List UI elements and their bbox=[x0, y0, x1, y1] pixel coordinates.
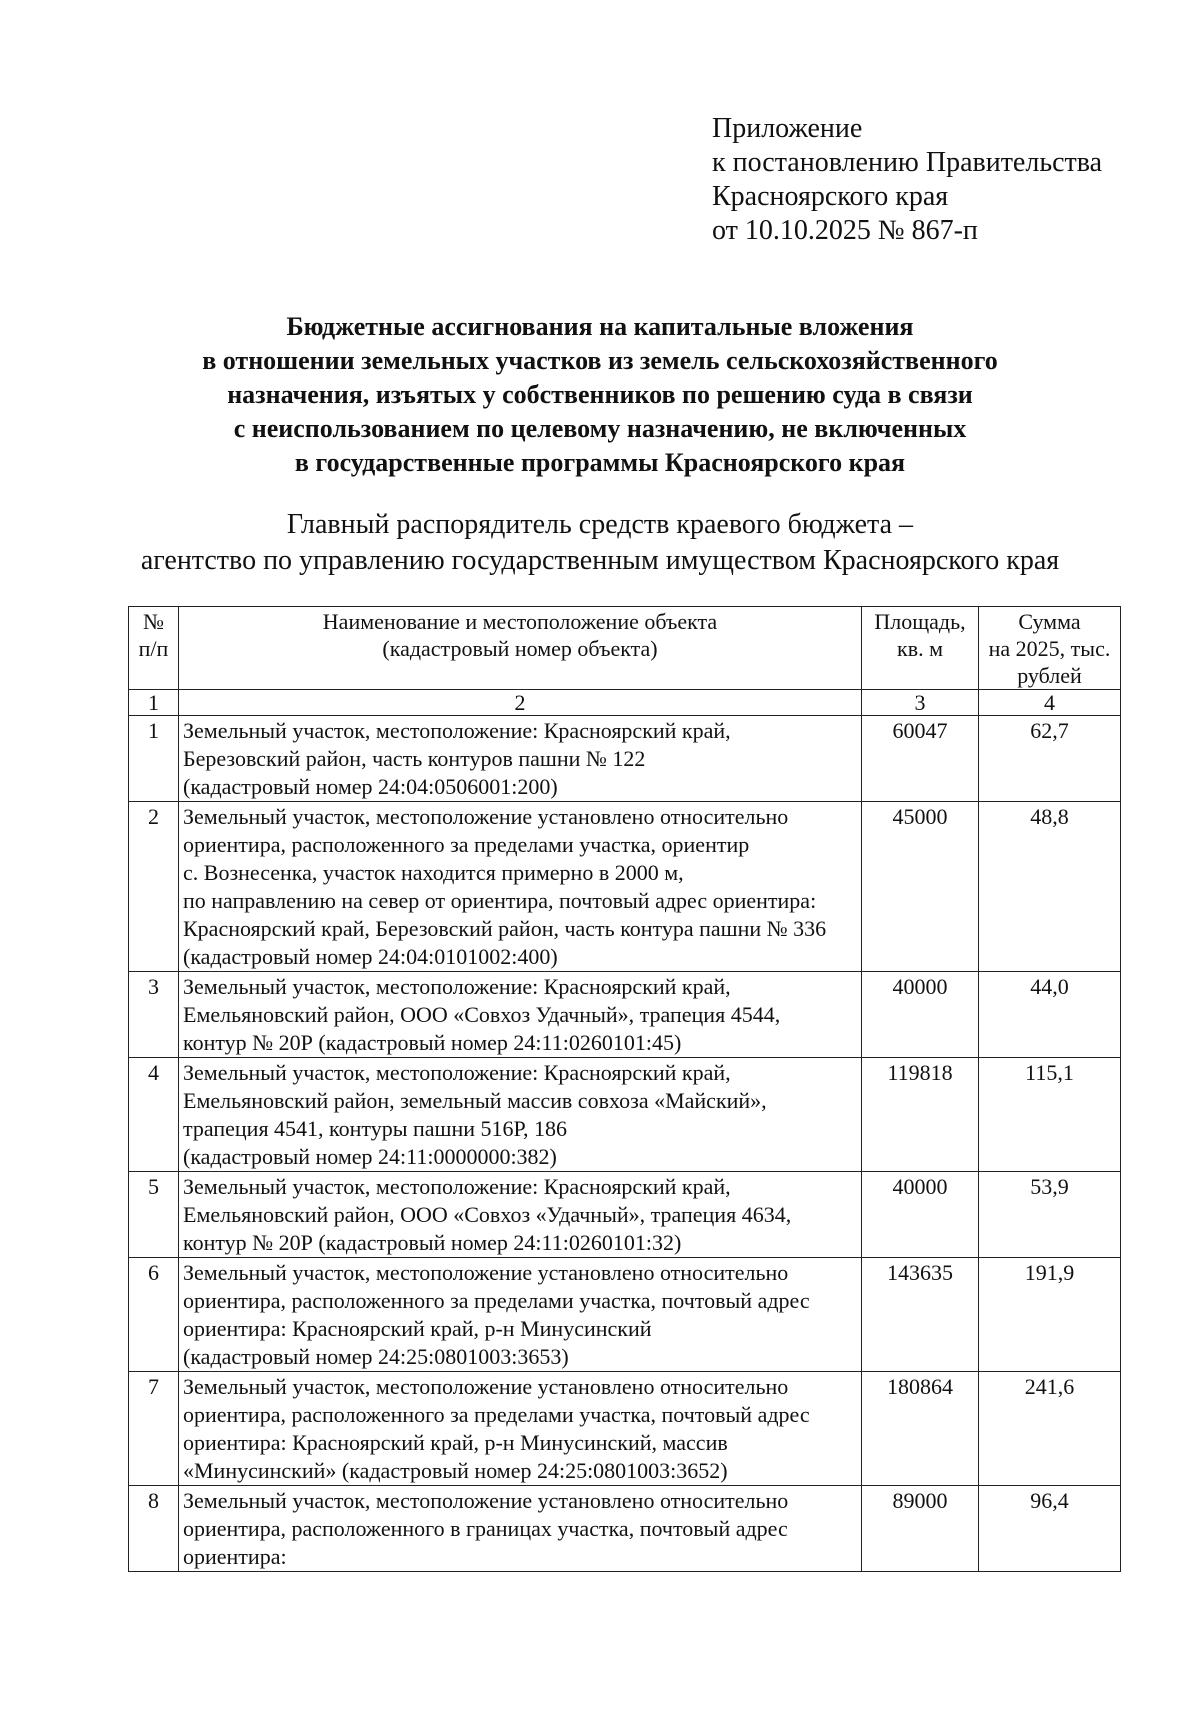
row-number: 7 bbox=[129, 1372, 179, 1486]
header-area-line: кв. м bbox=[897, 636, 943, 661]
sum-value: 96,4 bbox=[979, 1486, 1121, 1572]
sum-value: 62,7 bbox=[979, 716, 1121, 802]
object-description-line: ориентира: Красноярский край, р-н Минусинский, массив bbox=[183, 1430, 728, 1455]
row-number: 8 bbox=[129, 1486, 179, 1572]
title-line-2: в отношении земельных участков из земель сельскохозяйственного bbox=[202, 346, 998, 375]
object-description bbox=[179, 1172, 862, 1258]
area-value: 119818 bbox=[862, 1058, 979, 1172]
object-description bbox=[179, 802, 862, 972]
object-description-line: по направлению на север от ориентира, почтовый адрес ориентира: bbox=[183, 888, 817, 913]
object-description-line: (кадастровый номер 24:11:0000000:382) bbox=[183, 1144, 557, 1169]
object-description-line: трапеция 4541, контуры пашни 516Р, 186 bbox=[183, 1116, 568, 1141]
header-number-line: № bbox=[143, 609, 164, 634]
object-description-line: (кадастровый номер 24:25:0801003:3653) bbox=[183, 1344, 569, 1369]
title-line-4: с неиспользованием по целевому назначению, не включенных bbox=[233, 414, 967, 443]
object-description-line: Емельяновский район, ООО «Совхоз Удачный», трапеция 4544, bbox=[183, 1002, 781, 1027]
header-sum-line: на 2025, тыс. bbox=[988, 636, 1111, 661]
row-number: 5 bbox=[129, 1172, 179, 1258]
object-description-line: ориентира, расположенного за пределами участка, ориентир bbox=[183, 832, 750, 857]
area-value: 45000 bbox=[862, 802, 979, 972]
subtitle-line-1: Главный распорядитель средств краевого бюджета – bbox=[286, 509, 914, 540]
column-number: 3 bbox=[862, 690, 979, 716]
object-description-line: Емельяновский район, земельный массив совхоза «Майский», bbox=[183, 1088, 767, 1113]
appendix-block bbox=[712, 112, 1102, 248]
object-description-line: Емельяновский район, ООО «Совхоз «Удачный», трапеция 4634, bbox=[183, 1202, 792, 1227]
sum-value: 241,6 bbox=[979, 1372, 1121, 1486]
object-description bbox=[179, 1258, 862, 1372]
sum-value: 191,9 bbox=[979, 1258, 1121, 1372]
table-header-row bbox=[129, 607, 1121, 690]
subtitle-line-2: агентство по управлению государственным имуществом Красноярского края bbox=[140, 545, 1060, 576]
object-description-line: Земельный участок, местоположение: Красноярский край, bbox=[183, 1174, 731, 1199]
table-row bbox=[129, 1372, 1121, 1486]
sum-value: 115,1 bbox=[979, 1058, 1121, 1172]
object-description-line: Земельный участок, местоположение установлено относительно bbox=[183, 1488, 789, 1513]
header-number-line: п/п bbox=[138, 636, 169, 661]
header-sum bbox=[979, 607, 1121, 690]
table-row bbox=[129, 802, 1121, 972]
table-body bbox=[129, 716, 1121, 1572]
document-title bbox=[100, 310, 1100, 480]
sum-value: 44,0 bbox=[979, 972, 1121, 1058]
row-number: 4 bbox=[129, 1058, 179, 1172]
title-line-1: Бюджетные ассигнования на капитальные вложения bbox=[286, 312, 914, 341]
row-number: 2 bbox=[129, 802, 179, 972]
title-line-3: назначения, изъятых у собственников по решению суда в связи bbox=[227, 380, 973, 409]
table-row bbox=[129, 716, 1121, 802]
header-number bbox=[129, 607, 179, 690]
area-value: 89000 bbox=[862, 1486, 979, 1572]
budget-table bbox=[128, 606, 1121, 1572]
appendix-line-1: Приложение bbox=[712, 113, 863, 144]
appendix-line-3: Красноярского края bbox=[712, 181, 949, 212]
object-description-line: Земельный участок, местоположение: Красноярский край, bbox=[183, 974, 731, 999]
object-description-line: ориентира, расположенного за пределами участка, почтовый адрес bbox=[183, 1288, 810, 1313]
appendix-line-4: от 10.10.2025 № 867-п bbox=[712, 215, 978, 246]
area-value: 180864 bbox=[862, 1372, 979, 1486]
column-number-row bbox=[129, 690, 1121, 716]
object-description-line: ориентира: bbox=[183, 1544, 287, 1569]
header-sum-line: рублей bbox=[1017, 663, 1082, 688]
area-value: 40000 bbox=[862, 972, 979, 1058]
title-line-5: в государственные программы Красноярского края bbox=[294, 448, 906, 477]
column-number: 4 bbox=[979, 690, 1121, 716]
row-number: 1 bbox=[129, 716, 179, 802]
header-name-line: Наименование и местоположение объекта bbox=[322, 609, 718, 634]
table-row bbox=[129, 972, 1121, 1058]
sum-value: 53,9 bbox=[979, 1172, 1121, 1258]
row-number: 3 bbox=[129, 972, 179, 1058]
object-description-line: ориентира, расположенного в границах участка, почтовый адрес bbox=[183, 1516, 788, 1541]
header-name-line: (кадастровый номер объекта) bbox=[382, 636, 658, 661]
table-row bbox=[129, 1058, 1121, 1172]
object-description-line: Березовский район, часть контуров пашни № 122 bbox=[183, 746, 646, 771]
header-area-line: Площадь, bbox=[874, 609, 966, 634]
object-description-line: Земельный участок, местоположение установлено относительно bbox=[183, 804, 789, 829]
object-description-line: Земельный участок, местоположение установлено относительно bbox=[183, 1374, 789, 1399]
object-description-line: (кадастровый номер 24:04:0101002:400) bbox=[183, 944, 558, 969]
area-value: 143635 bbox=[862, 1258, 979, 1372]
column-number: 2 bbox=[179, 690, 862, 716]
object-description bbox=[179, 1486, 862, 1572]
object-description bbox=[179, 972, 862, 1058]
object-description bbox=[179, 1372, 862, 1486]
object-description-line: Красноярский край, Березовский район, часть контура пашни № 336 bbox=[183, 916, 827, 941]
object-description-line: с. Вознесенка, участок находится примерно в 2000 м, bbox=[183, 860, 684, 885]
object-description-line: ориентира: Красноярский край, р-н Минусинский bbox=[183, 1316, 652, 1341]
object-description-line: ориентира, расположенного за пределами участка, почтовый адрес bbox=[183, 1402, 810, 1427]
object-description-line: Земельный участок, местоположение установлено относительно bbox=[183, 1260, 789, 1285]
object-description bbox=[179, 1058, 862, 1172]
object-description-line: контур № 20Р (кадастровый номер 24:11:0260101:32) bbox=[183, 1230, 682, 1255]
header-sum-line: Сумма bbox=[1018, 609, 1081, 634]
area-value: 40000 bbox=[862, 1172, 979, 1258]
object-description bbox=[179, 716, 862, 802]
object-description-line: Земельный участок, местоположение: Красноярский край, bbox=[183, 718, 731, 743]
table-row bbox=[129, 1172, 1121, 1258]
object-description-line: контур № 20Р (кадастровый номер 24:11:0260101:45) bbox=[183, 1030, 682, 1055]
column-number: 1 bbox=[129, 690, 179, 716]
object-description-line: Земельный участок, местоположение: Красноярский край, bbox=[183, 1060, 731, 1085]
object-description-line: (кадастровый номер 24:04:0506001:200) bbox=[183, 774, 558, 799]
sum-value: 48,8 bbox=[979, 802, 1121, 972]
header-area bbox=[862, 607, 979, 690]
row-number: 6 bbox=[129, 1258, 179, 1372]
appendix-line-2: к постановлению Правительства bbox=[712, 147, 1103, 178]
document-subtitle bbox=[60, 507, 1140, 579]
object-description-line: «Минусинский» (кадастровый номер 24:25:0801003:3652) bbox=[183, 1458, 728, 1483]
header-name bbox=[179, 607, 862, 690]
area-value: 60047 bbox=[862, 716, 979, 802]
table-row bbox=[129, 1258, 1121, 1372]
table-row bbox=[129, 1486, 1121, 1572]
